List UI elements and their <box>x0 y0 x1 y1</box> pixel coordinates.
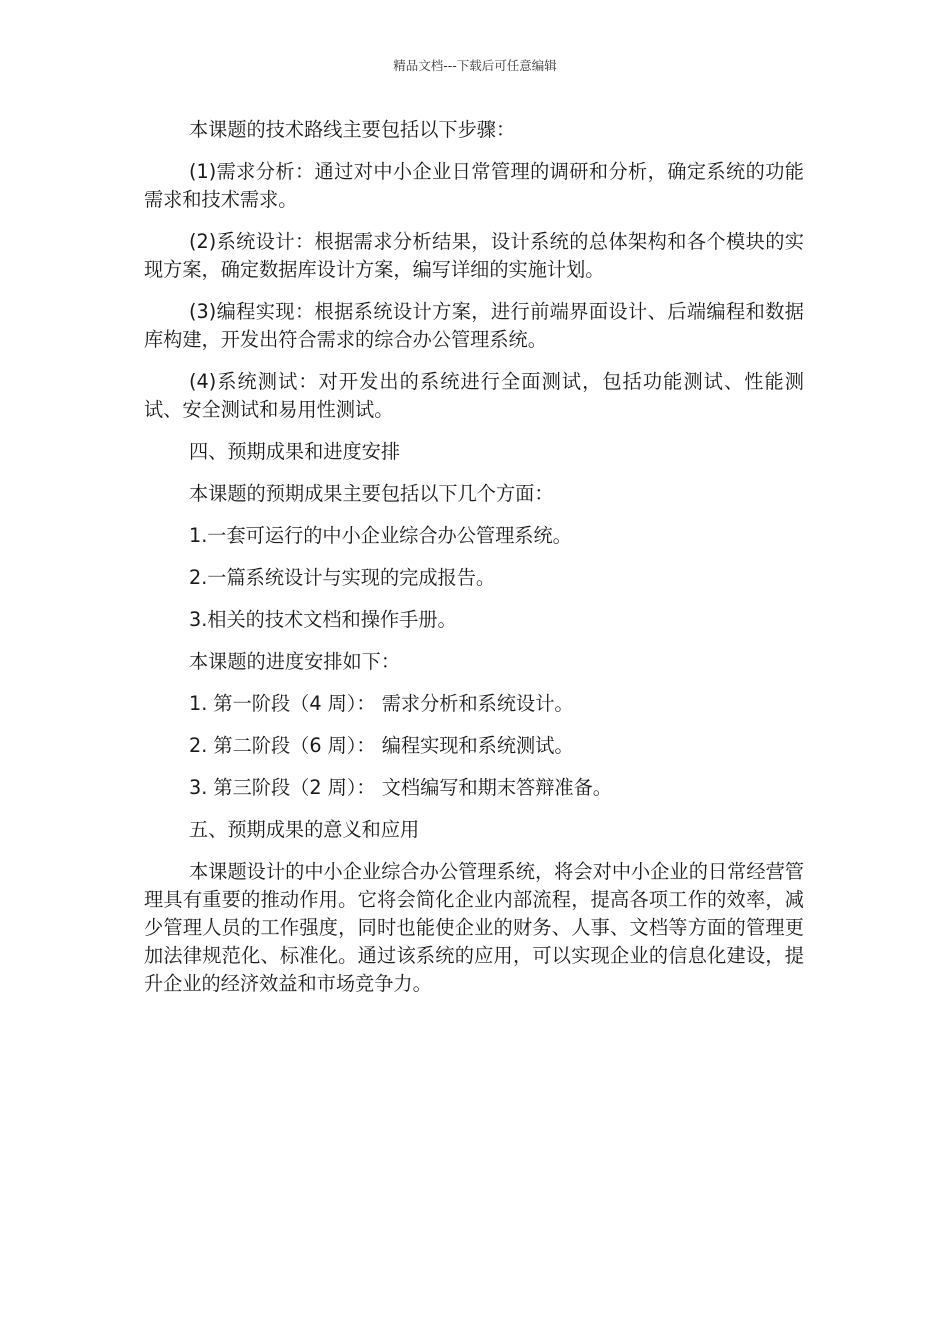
list-item-phase-1: 1. 第一阶段（4 周）： 需求分析和系统设计。 <box>189 692 574 715</box>
paragraph-step-implementation: (3)编程实现：根据系统设计方案，进行前端界面设计、后端编程和数据库构建，开发出符合需求的综合办公管理系统。 <box>144 300 804 351</box>
paragraph-schedule-intro: 本课题的进度安排如下： <box>189 650 401 673</box>
section-heading-outcomes-schedule: 四、预期成果和进度安排 <box>189 440 401 463</box>
list-item-phase-2: 2. 第二阶段（6 周）： 编程实现和系统测试。 <box>189 734 574 757</box>
list-item-outcome-2: 2.一篇系统设计与实现的完成报告。 <box>189 566 496 589</box>
document-body <box>144 116 804 1012</box>
section-heading-significance: 五、预期成果的意义和应用 <box>189 818 420 841</box>
paragraph-route-intro: 本课题的技术路线主要包括以下步骤： <box>189 118 516 141</box>
paragraph-significance: 本课题设计的中小企业综合办公管理系统，将会对中小企业的日常经营管理具有重要的推动作用。它将会简化企业内部流程，提高各项工作的效率，减少管理人员的工作强度，同时也能使企业的财务、人事、文档等方面的管理更加法律规范化、标准化。通过该系统的应用，可以实现企业的信息化建设，提升企业的经济效益和市场竞争力。 <box>144 860 804 995</box>
list-item-outcome-3: 3.相关的技术文档和操作手册。 <box>189 608 457 631</box>
list-item-outcome-1: 1.一套可运行的中小企业综合办公管理系统。 <box>189 524 572 547</box>
list-item-phase-3: 3. 第三阶段（2 周）： 文档编写和期末答辩准备。 <box>189 776 612 799</box>
paragraph-step-design: (2)系统设计：根据需求分析结果，设计系统的总体架构和各个模块的实现方案，确定数据库设计方案，编写详细的实施计划。 <box>144 230 804 281</box>
paragraph-outcomes-intro: 本课题的预期成果主要包括以下几个方面： <box>189 482 554 505</box>
paragraph-step-testing: (4)系统测试：对开发出的系统进行全面测试，包括功能测试、性能测试、安全测试和易用性测试。 <box>144 370 804 421</box>
paragraph-step-requirements: (1)需求分析：通过对中小企业日常管理的调研和分析，确定系统的功能需求和技术需求。 <box>144 160 804 211</box>
page-header: 精品文档---下载后可任意编辑 <box>393 58 557 73</box>
